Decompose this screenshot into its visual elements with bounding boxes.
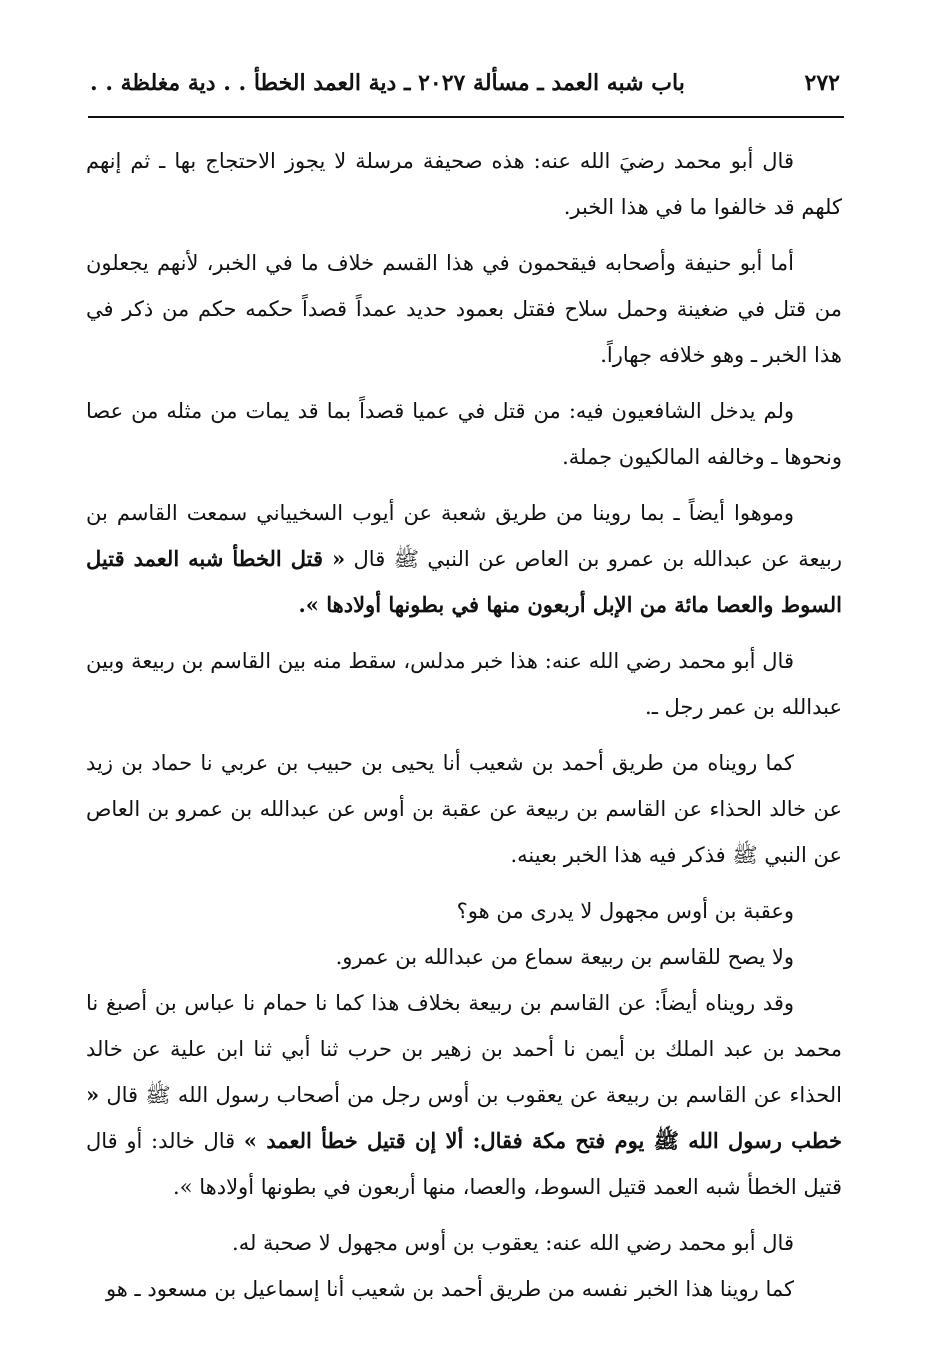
paragraph-text: وموهوا أيضاً ـ بما روينا من طريق شعبة عن أيوب السخيياني سمعت القاسم بن ربيعة عن عبدالله بن عمرو بن العاص عن النبي ﷺ قال bbox=[86, 501, 842, 571]
paragraph-5 bbox=[86, 638, 842, 730]
paragraph-2 bbox=[86, 240, 842, 378]
hadith-quote: « قتل الخطأ شبه العمد قتيل السوط والعصا مائة من الإبل أربعون منها في بطونها أولادها ». bbox=[86, 546, 842, 617]
page-header bbox=[90, 62, 840, 110]
paragraph-text: ولا يصح للقاسم بن ربيعة سماع من عبدالله بن عمرو. bbox=[335, 945, 794, 969]
paragraph-text: وعقبة بن أوس مجهول لا يدرى من هو؟ bbox=[456, 899, 794, 923]
paragraph-text: كما روينا هذا الخبر نفسه من طريق أحمد بن شعيب أنا إسماعيل بن مسعود ـ هو bbox=[105, 1277, 794, 1301]
paragraph-9 bbox=[86, 980, 842, 1210]
header-divider bbox=[88, 116, 844, 118]
paragraph-10 bbox=[86, 1220, 842, 1266]
paragraph-1 bbox=[86, 138, 842, 230]
paragraph-4 bbox=[86, 490, 842, 628]
paragraph-text: قال أبو محمد رضي الله عنه: يعقوب بن أوس مجهول لا صحبة له. bbox=[232, 1231, 794, 1255]
paragraph-6 bbox=[86, 740, 842, 878]
running-title: باب شبه العمد ـ مسألة ٢٠٢٧ ـ دية العمد الخطأ . . دية مغلظة . . bbox=[90, 70, 685, 96]
paragraph-7 bbox=[86, 888, 842, 934]
hadith-quote: « خطب رسول الله ﷺ يوم فتح مكة فقال: ألا إن قتيل خطأ العمد » bbox=[86, 1082, 842, 1153]
paragraph-11 bbox=[86, 1266, 842, 1312]
paragraph-text: قال أبو محمد رضيَ الله عنه: هذه صحيفة مرسلة لا يجوز الاحتجاج بها ـ ثم إنهم كلهم قد خالفوا ما في هذا الخبر. bbox=[86, 149, 842, 219]
page-body bbox=[86, 138, 842, 1312]
paragraph-text: أما أبو حنيفة وأصحابه فيقحمون في هذا القسم خلاف ما في الخبر، لأنهم يجعلون من قتل في ضغينة وحمل سلاح فقتل بعمود حديد عمداً قصداً حكمه حكم من ذكر في هذا الخبر ـ وهو خلافه جهاراً. bbox=[86, 251, 842, 367]
paragraph-text: ولم يدخل الشافعيون فيه: من قتل في عميا قصداً بما قد يمات من مثله من عصا ونحوها ـ وخالفه المالكيون جملة. bbox=[86, 399, 842, 469]
paragraph-text: كما رويناه من طريق أحمد بن شعيب أنا يحيى بن حبيب بن عربي نا حماد بن زيد عن خالد الحذاء عن القاسم بن ربيعة عن عقبة بن أوس عن عبدالله بن عمرو بن العاص عن النبي ﷺ فذكر فيه هذا الخبر بعينه. bbox=[86, 751, 842, 867]
paragraph-text-after: قال خالد: أو قال قتيل الخطأ شبه العمد قتيل السوط، والعصا، منها أربعون في بطونها أولادها ». bbox=[86, 1129, 842, 1199]
paragraph-text: وقد رويناه أيضاً: عن القاسم بن ربيعة بخلاف هذا كما نا حمام نا عباس بن أصبغ نا محمد بن عبد الملك بن أيمن نا أحمد بن زهير بن حرب ثنا أبي ثنا ابن علية عن خالد الحذاء عن القاسم بن ربيعة عن يعقوب بن أوس رجل من أصحاب رسول الله ﷺ قال bbox=[86, 991, 842, 1107]
paragraph-text: قال أبو محمد رضي الله عنه: هذا خبر مدلس، سقط منه بين القاسم بن ربيعة وبين عبدالله بن عمر رجل ـ. bbox=[86, 649, 842, 719]
page-number: ٢٧٢ bbox=[804, 70, 840, 96]
paragraph-3 bbox=[86, 388, 842, 480]
paragraph-8 bbox=[86, 934, 842, 980]
